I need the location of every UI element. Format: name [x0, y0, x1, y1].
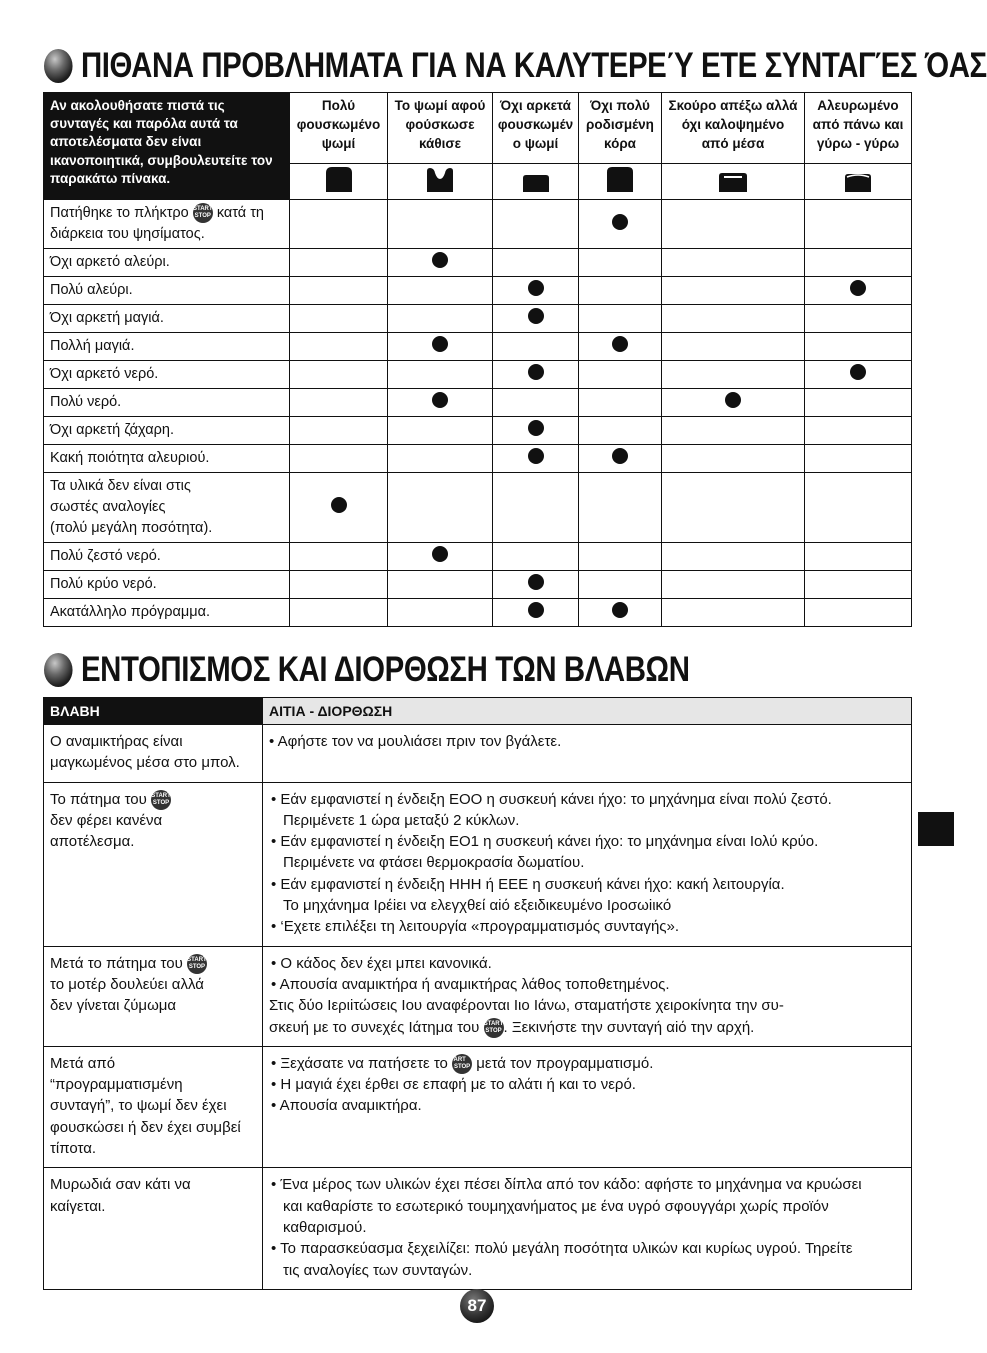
table-cell: [290, 445, 388, 473]
table-cell: [388, 389, 493, 417]
problem-row-label: Πολύ αλεύρι.: [44, 277, 290, 305]
table-cell: [493, 249, 579, 277]
table-cell: [388, 445, 493, 473]
problem-row-label: Πολύ νερό.: [44, 389, 290, 417]
bullet-ball-icon: [44, 49, 73, 83]
mark-dot: [528, 448, 544, 464]
column-header: Αλευρωμένο από πάνω και γύρω - γύρω: [805, 93, 912, 164]
table-cell: [662, 305, 805, 333]
table-cell: [493, 389, 579, 417]
table-cell: [290, 305, 388, 333]
table-cell: [493, 571, 579, 599]
section-title-problems: [44, 46, 987, 86]
section-title-troubleshooting: [44, 650, 690, 690]
troubleshooting-table: [43, 697, 912, 1290]
table-cell: [493, 543, 579, 571]
fault-cell: Μετά από “προγραμματισμένη συνταγή”, το ψωμί δεν έχει φουσκώσει ή δεν έχει συμβεί τίποτα.: [44, 1046, 263, 1167]
problem-row-label: Όχι αρκετή μαγιά.: [44, 305, 290, 333]
cause-cell: • Ξεχάσατε να πατήσετε το START STOP μετά τον προγραμματισμό. • Η μαγιά έχει έρθει σε επαφή με το αλάτι ή και το νερό. • Απουσία αναμικτήρα.: [263, 1046, 912, 1167]
table-cell: [662, 389, 805, 417]
cause-cell: • Αφήστε τον να μουλιάσει πριν τον βγάλετε.: [263, 725, 912, 783]
table-cell: [579, 200, 662, 249]
fault-cell: Ο αναμικτήρας είναι μαγκωμένος μέσα στο μπολ.: [44, 725, 263, 783]
column-header: Όχι αρκετά φουσκωμέν ο ψωμί: [493, 93, 579, 164]
section-title-problems-text: ΠΙΘΑΝΑ ΠΡΟΒΛΗΜΑΤΑ ΓΙΑ ΝΑ ΚΑΛΥΤΕΡΕΎ ΕΤΕ ΣΥΝΤΑΓΈΣ ΌΑΣ: [80, 46, 987, 85]
table-cell: [493, 333, 579, 361]
table-cell: [290, 571, 388, 599]
table-intro: Αν ακολουθήσατε πιστά τις συνταγές και παρόλα αυτά τα αποτελέσματα δεν είναι ικανοποιητικά, συμβουλευτείτε τον παρακάτω πίνακα.: [44, 93, 290, 200]
table-cell: [579, 333, 662, 361]
mark-dot: [528, 574, 544, 590]
table-cell: [662, 361, 805, 389]
page-number: 87: [460, 1289, 494, 1323]
table-cell: [290, 599, 388, 627]
mark-dot: [612, 214, 628, 230]
table-cell: [579, 543, 662, 571]
mark-dot: [528, 280, 544, 296]
problem-row-label: Όχι αρκετό νερό.: [44, 361, 290, 389]
table-cell: [388, 599, 493, 627]
problem-row-label: Όχι αρκετό αλεύρι.: [44, 249, 290, 277]
table-cell: [579, 305, 662, 333]
mark-dot: [612, 448, 628, 464]
table-cell: [493, 417, 579, 445]
mark-dot: [432, 252, 448, 268]
column-header: Όχι πολύ ροδισμένη κόρα: [579, 93, 662, 164]
table-cell: [662, 200, 805, 249]
mark-dot: [432, 392, 448, 408]
section-title-troubleshooting-text: ΕΝΤΟΠΙΣΜΟΣ ΚΑΙ ΔΙΟΡΘΩΣΗ ΤΩΝ ΒΛΑΒΩΝ: [80, 650, 690, 689]
table-cell: [579, 249, 662, 277]
table-cell: [290, 200, 388, 249]
start-stop-icon: START STOP: [187, 954, 207, 974]
table-cell: [388, 361, 493, 389]
problems-table: [43, 92, 912, 627]
table-cell: [579, 599, 662, 627]
table-cell: [805, 200, 912, 249]
side-tab: [918, 812, 954, 846]
loaf-floury-top-icon: [805, 164, 912, 200]
table-cell: [290, 473, 388, 543]
table-cell: [388, 571, 493, 599]
fault-cell: Μυρωδιά σαν κάτι να καίγεται.: [44, 1168, 263, 1289]
problem-row-label: Πατήθηκε το πλήκτρο START STOP κατά τη διάρκεια του ψησίματος.: [44, 200, 290, 249]
problem-row-label: Πολύ κρύο νερό.: [44, 571, 290, 599]
loaf-short-icon: [493, 164, 579, 200]
mark-dot: [528, 602, 544, 618]
table-cell: [805, 305, 912, 333]
table-cell: [805, 333, 912, 361]
mark-dot: [612, 336, 628, 352]
table-cell: [662, 543, 805, 571]
column-header: Πολύ φουσκωμένο ψωμί: [290, 93, 388, 164]
header-cause: ΑΙΤΙΑ - ΔΙΟΡΘΩΣΗ: [263, 698, 912, 725]
table-cell: [805, 571, 912, 599]
start-stop-icon: START STOP: [452, 1054, 472, 1074]
table-cell: [805, 445, 912, 473]
mark-dot: [850, 364, 866, 380]
table-cell: [662, 277, 805, 305]
table-cell: [805, 389, 912, 417]
column-header: Το ψωμί αφού φούσκωσε κάθισε: [388, 93, 493, 164]
bullet-ball-icon: [44, 653, 73, 687]
table-cell: [290, 361, 388, 389]
problem-row-label: Ακατάλληλο πρόγραμμα.: [44, 599, 290, 627]
table-cell: [388, 543, 493, 571]
problem-row-label: Πολύ ζεστό νερό.: [44, 543, 290, 571]
table-cell: [662, 417, 805, 445]
mark-dot: [612, 602, 628, 618]
problem-row-label: Όχι αρκετή ζάχαρη.: [44, 417, 290, 445]
problem-row-label: Πολλή μαγιά.: [44, 333, 290, 361]
table-cell: [388, 277, 493, 305]
table-cell: [493, 599, 579, 627]
table-cell: [579, 361, 662, 389]
table-cell: [579, 445, 662, 473]
loaf-pale-crust-icon: [579, 164, 662, 200]
table-cell: [805, 473, 912, 543]
table-cell: [805, 599, 912, 627]
table-cell: [290, 417, 388, 445]
table-cell: [662, 333, 805, 361]
cause-cell: • Ο κάδος δεν έχει μπει κανονικά. • Απουσία αναμικτήρα ή αναμικτήρας λάθος τοποθετημένος. Στις δύο Ιεριiτώσεις Ιου αναφέρονται Ιιο Ιάνω, σταματήστε χειροκίνητα την συ- σκευή με το συνεχές Ιάτημα του START STOP . Ξεκινήστε την συνταγή αiό την αρχή.: [263, 946, 912, 1046]
table-cell: [579, 389, 662, 417]
mark-dot: [528, 308, 544, 324]
table-cell: [493, 473, 579, 543]
table-cell: [805, 417, 912, 445]
table-cell: [290, 543, 388, 571]
problem-row-label: Κακή ποιότητα αλευριού.: [44, 445, 290, 473]
fault-cell: Το πάτημα του START STOP δεν φέρει κανένα αποτέλεσμα.: [44, 782, 263, 946]
table-cell: [388, 305, 493, 333]
mark-dot: [528, 364, 544, 380]
table-cell: [388, 249, 493, 277]
header-fault: ΒΛΑΒΗ: [44, 698, 263, 725]
table-cell: [579, 277, 662, 305]
table-cell: [493, 277, 579, 305]
table-cell: [579, 473, 662, 543]
loaf-sunken-top-icon: [388, 164, 493, 200]
table-cell: [579, 417, 662, 445]
start-stop-icon: START STOP: [151, 790, 171, 810]
start-stop-icon: START STOP: [193, 203, 213, 223]
table-cell: [388, 417, 493, 445]
mark-dot: [528, 420, 544, 436]
table-cell: [579, 571, 662, 599]
table-cell: [493, 445, 579, 473]
table-cell: [388, 333, 493, 361]
table-cell: [388, 473, 493, 543]
table-cell: [290, 277, 388, 305]
table-cell: [805, 249, 912, 277]
mark-dot: [331, 497, 347, 513]
mark-dot: [850, 280, 866, 296]
cause-cell: • Ένα μέρος των υλικών έχει πέσει δίπλα από τον κάδο: αφήστε το μηχάνημα να κρυώσει και καθαρίστε το εσωτερικό τουμηχανήματος με ένα υγρό σφουγγάρι χωρίς προϊόν καθαρισμού. • Το παρασκεύασμα ξεχειλίζει: πολύ μεγάλη ποσότητα υλικών και κυρίως υγρού. Τηρείτε τις αναλογίες των συνταγών.: [263, 1168, 912, 1289]
problem-row-label: Τα υλικά δεν είναι στις σωστές αναλογίες (πολύ μεγάλη ποσότητα).: [44, 473, 290, 543]
loaf-tall-rounded-icon: [290, 164, 388, 200]
mark-dot: [432, 336, 448, 352]
table-cell: [805, 361, 912, 389]
fault-cell: Μετά το πάτημα του START STOP το μοτέρ δουλεύει αλλά δεν γίνεται ζύμωμα: [44, 946, 263, 1046]
mark-dot: [725, 392, 741, 408]
table-cell: [662, 249, 805, 277]
table-cell: [493, 361, 579, 389]
start-stop-icon: START STOP: [484, 1018, 504, 1038]
table-cell: [662, 571, 805, 599]
table-cell: [493, 200, 579, 249]
table-cell: [290, 333, 388, 361]
loaf-dark-outside-icon: [662, 164, 805, 200]
table-cell: [662, 445, 805, 473]
mark-dot: [432, 546, 448, 562]
table-cell: [388, 200, 493, 249]
table-cell: [493, 305, 579, 333]
table-cell: [662, 599, 805, 627]
table-cell: [805, 277, 912, 305]
table-cell: [290, 249, 388, 277]
cause-cell: • Εάν εμφανιστεί η ένδειξη ΕΟΟ η συσκευή κάνει ήχο: το μηχάνημα είναι πολύ ζεστό. Περιμένετε 1 ώρα μεταξύ 2 κύκλων. • Εάν εμφανιστεί η ένδειξη ΕΟ1 η συσκευή κάνει ήχο: το μηχάνημα είναι Ιολύ κρύο. Περιμένετε να φτάσει θερμοκρασία δωματίου. • Εάν εμφανιστεί η ένδειξη ΗΗΗ ή ΕΕΕ η συσκευή κάνει ήχο: κακή λειτουργία. Το μηχάνημα Ιρέiει να ελεγχθεί αiό εξειδικευμένο Ιροσωiικό • ‘Εχετε επιλέξει τη λειτουργία «προγραμματισμός συνταγής».: [263, 782, 912, 946]
table-cell: [805, 543, 912, 571]
table-cell: [290, 389, 388, 417]
table-cell: [662, 473, 805, 543]
column-header: Σκούρο απέξω αλλά όχι καλοψημένο από μέσα: [662, 93, 805, 164]
